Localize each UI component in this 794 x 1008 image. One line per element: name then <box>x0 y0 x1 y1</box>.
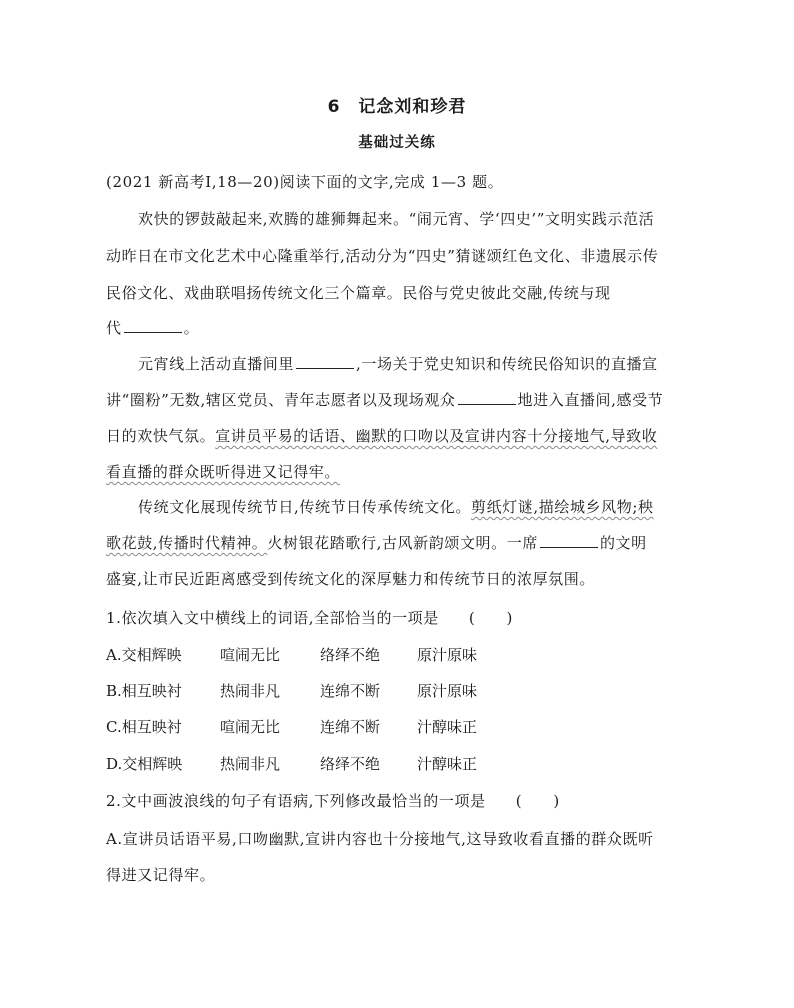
passage-text: 传统文化展现传统节日,传统节日传承传统文化。 <box>138 498 471 516</box>
wavy-underlined-sentence: 看直播的群众既听得进又记得牢。 <box>106 463 341 481</box>
question-2-stem <box>106 790 696 811</box>
fill-blank-1 <box>124 318 182 333</box>
passage-line <box>106 532 696 553</box>
passage-text: 讲“圈粉”无数,辖区党员、青年志愿者以及现场观众 <box>106 391 456 409</box>
option-cell: 热闹非凡 <box>220 682 281 700</box>
passage-line: 欢快的锣鼓敲起来,欢腾的雄狮舞起来。“闹元宵、学‘四史’”文明实践示范活 <box>138 210 655 228</box>
passage-text: 代 <box>106 319 122 337</box>
passage-line: 动昨日在市文化艺术中心隆重举行,活动分为“四史”猜谜颂红色文化、非遗展示传 <box>106 247 659 265</box>
option-cell: 络绎不绝 <box>320 755 381 773</box>
passage-line: 民俗文化、戏曲联唱扬传统文化三个篇章。民俗与党史彼此交融,传统与现 <box>106 284 611 302</box>
option-cell: B.相互映衬 <box>106 682 182 700</box>
wavy-underlined-sentence: 歌花鼓,传播时代精神。 <box>106 534 268 552</box>
option-cell: 汁醇味正 <box>417 718 478 736</box>
wavy-underlined-sentence: 宣讲员平易的话语、幽默的口吻以及宣讲内容十分接地气,导致收 <box>215 427 658 445</box>
passage-line <box>106 317 696 338</box>
exercise-intro: (2021 新高考Ⅰ,18—20)阅读下面的文字,完成 1—3 题。 <box>106 173 504 191</box>
question-1-stem <box>106 607 696 628</box>
lesson-title: 记念刘和珍君 <box>358 97 467 117</box>
passage-line <box>106 461 696 482</box>
section-subtitle: 基础过关练 <box>358 135 436 151</box>
page-title <box>0 92 794 117</box>
lesson-number: 6 <box>327 97 341 117</box>
option-cell: 原汁原味 <box>417 646 478 664</box>
question-text: 1.依次填入文中横线上的词语,全部恰当的一项是 <box>106 609 439 627</box>
passage-text: 元宵线上活动直播间里 <box>138 355 295 373</box>
passage-text: 地进入直播间,感受节 <box>517 391 664 409</box>
answer-paren: ( ) <box>468 609 513 627</box>
answer-paren: ( ) <box>515 792 560 810</box>
option-cell: 络绎不绝 <box>320 646 381 664</box>
option-cell: 连绵不断 <box>320 682 381 700</box>
passage-line <box>138 353 728 374</box>
option-cell: A.交相辉映 <box>106 646 182 664</box>
fill-blank-2 <box>296 354 354 369</box>
fill-blank-3 <box>458 390 516 405</box>
passage-line: 盛宴,让市民近距离感受到传统文化的深厚魅力和传统节日的浓厚氛围。 <box>106 570 595 588</box>
option-cell: 热闹非凡 <box>220 755 281 773</box>
option-cell: 喧闹无比 <box>220 646 281 664</box>
passage-text: 的文明 <box>599 534 647 552</box>
option-cell: 喧闹无比 <box>220 718 281 736</box>
option-a-line: A.宣讲员话语平易,口吻幽默,宣讲内容也十分接地气,这导致收看直播的群众既听 <box>106 830 654 848</box>
option-cell: 原汁原味 <box>417 682 478 700</box>
option-cell: D.交相辉映 <box>106 755 183 773</box>
passage-text: 。 <box>183 319 200 337</box>
fill-blank-4 <box>540 533 598 548</box>
passage-text: 火树银花踏歌行,古风新韵颂文明。一席 <box>267 534 538 552</box>
passage-line <box>106 389 696 410</box>
option-cell: 汁醇味正 <box>417 755 478 773</box>
passage-text: 日的欢快气氛。 <box>106 427 216 445</box>
option-a-line: 得进又记得牢。 <box>106 866 216 884</box>
question-text: 2.文中画波浪线的句子有语病,下列修改最恰当的一项是 <box>106 792 486 810</box>
passage-text: ,一场关于党史知识和传统民俗知识的直播宣 <box>356 355 658 373</box>
passage-line <box>138 496 728 517</box>
wavy-underlined-sentence: 剪纸灯谜,描绘城乡风物;秧 <box>470 498 654 516</box>
passage-line <box>106 425 696 446</box>
option-cell: 连绵不断 <box>320 718 381 736</box>
option-cell: C.相互映衬 <box>106 718 182 736</box>
